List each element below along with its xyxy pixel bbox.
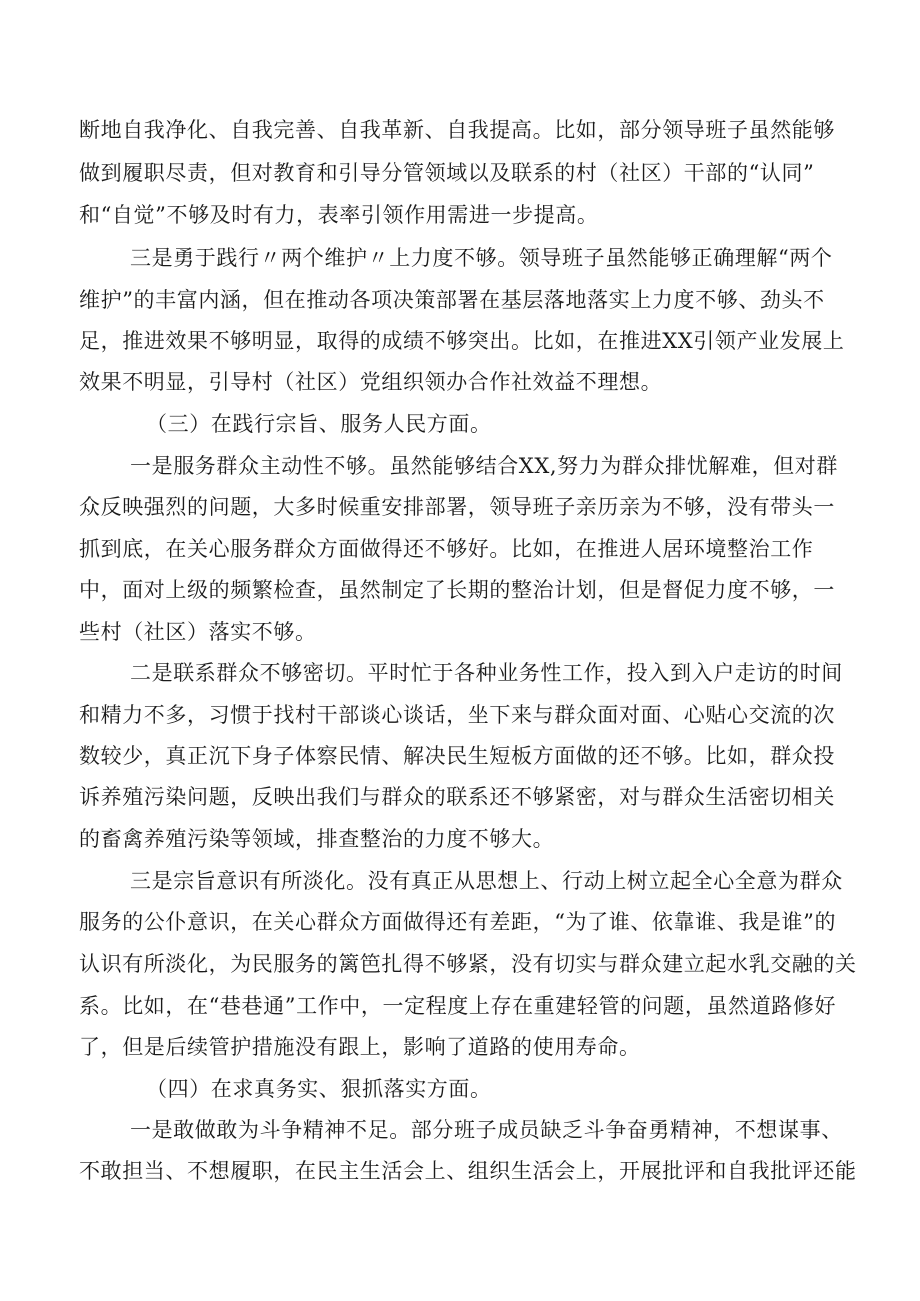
text-line: 三是勇于践行〃两个维护〃上力度不够。领导班子虽然能够正确理解“两个 xyxy=(130,246,833,270)
text-line: 众反映强烈的问题，大多时候重安排部署，领导班子亲历亲为不够，没有带头一 xyxy=(79,495,835,519)
section-heading: （四）在求真务实、狠抓落实方面。 xyxy=(146,1077,492,1101)
text-line: 了，但是后续管护措施没有跟上，影响了道路的使用寿命。 xyxy=(79,1035,641,1059)
text-line: 服务的公仆意识，在关心群众方面做得还有差距，“为了谁、依靠谁、我是谁”的 xyxy=(79,910,837,934)
text-line: 的畜禽养殖污染等领域，排查整治的力度不够大。 xyxy=(79,827,555,851)
text-line: 诉养殖污染问题，反映出我们与群众的联系还不够紧密，对与群众生活密切相关 xyxy=(79,785,835,809)
text-line: 足，推进效果不够明显，取得的成绩不够突出。比如，在推进XX引领产业发展上 xyxy=(79,329,845,353)
text-line: 不敢担当、不想履职，在民主生活会上、组织生活会上，开展批评和自我批评还能 xyxy=(79,1159,857,1183)
text-line: 三是宗旨意识有所淡化。没有真正从思想上、行动上树立起全心全意为群众 xyxy=(130,869,843,893)
text-line: 效果不明显，引导村（社区）党组织领办合作社效益不理想。 xyxy=(79,370,663,394)
text-line: 认识有所淡化，为民服务的篱笆扎得不够紧，没有切实与群众建立起水乳交融的关 xyxy=(79,952,857,976)
text-line: 一是敢做敢为斗争精神不足。部分班子成员缺乏斗争奋勇精神，不想谋事、 xyxy=(130,1118,843,1142)
text-line: 做到履职尽责，但对教育和引导分管领域以及联系的村（社区）干部的“认同” xyxy=(79,161,815,185)
text-line: 系。比如，在“巷巷通”工作中，一定程度上存在重建轻管的问题，虽然道路修好 xyxy=(79,994,837,1018)
text-line: 些村（社区）落实不够。 xyxy=(79,620,317,644)
text-line: 一是服务群众主动性不够。虽然能够结合XX,努力为群众排忧解难，但对群 xyxy=(130,454,838,478)
text-line: 二是联系群众不够密切。平时忙于各种业务性工作，投入到入户走访的时间 xyxy=(130,661,843,685)
text-line: 和精力不多，习惯于找村干部谈心谈话，坐下来与群众面对面、心贴心交流的次 xyxy=(79,703,835,727)
text-line: 和“自觉”不够及时有力，表率引领作用需进一步提高。 xyxy=(79,203,599,227)
text-line: 维护”的丰富内涵，但在推动各项决策部署在基层落地落实上力度不够、劲头不 xyxy=(79,288,825,312)
text-line: 抓到底，在关心服务群众方面做得还不够好。比如，在推进人居环境整治工作 xyxy=(79,537,814,561)
text-line: 数较少，真正沉下身子体察民情、解决民生短板方面做的还不够。比如，群众投 xyxy=(79,744,835,768)
text-line: 断地自我净化、自我完善、自我革新、自我提高。比如，部分领导班子虽然能够 xyxy=(79,118,835,142)
section-heading: （三）在践行宗旨、服务人民方面。 xyxy=(146,412,492,436)
text-line: 中，面对上级的频繁检查，虽然制定了长期的整治计划，但是督促力度不够，一 xyxy=(79,578,835,602)
